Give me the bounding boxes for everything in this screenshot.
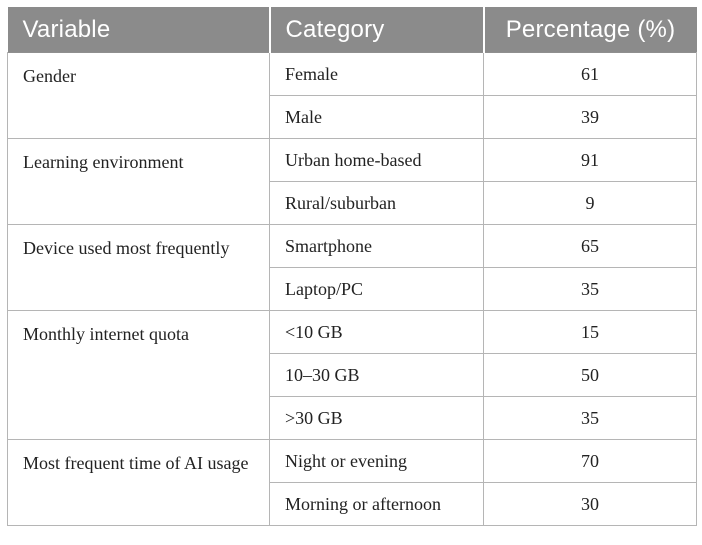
category-cell: Laptop/PC bbox=[270, 268, 484, 311]
percentage-cell: 70 bbox=[484, 440, 697, 483]
percentage-cell: 30 bbox=[484, 483, 697, 526]
table-row bbox=[8, 311, 697, 354]
variable-cell: Learning environment bbox=[8, 139, 270, 225]
percentage-cell: 35 bbox=[484, 397, 697, 440]
percentage-cell: 91 bbox=[484, 139, 697, 182]
category-cell: Rural/suburban bbox=[270, 182, 484, 225]
variable-cell: Device used most frequently bbox=[8, 225, 270, 311]
header-variable: Variable bbox=[8, 7, 270, 53]
category-cell: Night or evening bbox=[270, 440, 484, 483]
table-row bbox=[8, 139, 697, 182]
header-percentage: Percentage (%) bbox=[484, 7, 697, 53]
header-row bbox=[8, 7, 697, 53]
category-cell: >30 GB bbox=[270, 397, 484, 440]
percentage-cell: 35 bbox=[484, 268, 697, 311]
category-cell: Male bbox=[270, 96, 484, 139]
table-row bbox=[8, 53, 697, 96]
variable-cell: Most frequent time of AI usage bbox=[8, 440, 270, 526]
percentage-cell: 15 bbox=[484, 311, 697, 354]
percentage-cell: 39 bbox=[484, 96, 697, 139]
variable-cell: Monthly internet quota bbox=[8, 311, 270, 440]
variable-cell: Gender bbox=[8, 53, 270, 139]
demographics-table bbox=[7, 7, 697, 526]
table-row bbox=[8, 440, 697, 483]
percentage-cell: 65 bbox=[484, 225, 697, 268]
percentage-cell: 9 bbox=[484, 182, 697, 225]
category-cell: Smartphone bbox=[270, 225, 484, 268]
category-cell: 10–30 GB bbox=[270, 354, 484, 397]
category-cell: Female bbox=[270, 53, 484, 96]
percentage-cell: 50 bbox=[484, 354, 697, 397]
category-cell: <10 GB bbox=[270, 311, 484, 354]
category-cell: Urban home-based bbox=[270, 139, 484, 182]
header-category: Category bbox=[270, 7, 484, 53]
table-header bbox=[8, 7, 697, 53]
data-table-container bbox=[7, 7, 696, 526]
category-cell: Morning or afternoon bbox=[270, 483, 484, 526]
table-body bbox=[8, 53, 697, 526]
percentage-cell: 61 bbox=[484, 53, 697, 96]
table-row bbox=[8, 225, 697, 268]
